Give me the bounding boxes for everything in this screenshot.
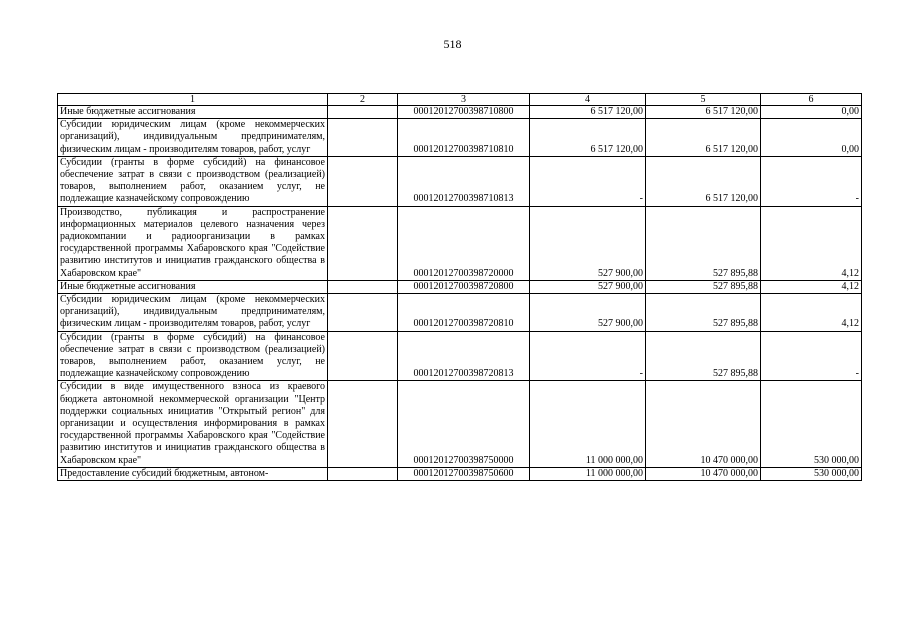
row-code: 00012012700398710800 xyxy=(398,106,530,119)
table-row xyxy=(58,280,862,293)
row-code: 00012012700398750000 xyxy=(398,381,530,467)
row-name: Субсидии (гранты в форме субсидий) на финансовое обеспечение затрат в связи с производством (реализацией) товаров, выполнением работ, оказанием услуг, не подлежащие казначейскому сопровождению xyxy=(58,156,328,206)
column-header-4: 4 xyxy=(530,94,646,106)
row-name: Иные бюджетные ассигнования xyxy=(58,106,328,119)
row-value-5: 6 517 120,00 xyxy=(646,119,761,157)
row-col2 xyxy=(328,280,398,293)
row-name: Производство, публикация и распространение информационных материалов целевого назначения через радиокомпании и радиоорганизации в рамках государственной программы Хабаровского края "Содействие развитию институтов и инициатив гражданского общества в Хабаровском крае" xyxy=(58,206,328,280)
row-value-6: - xyxy=(761,331,862,381)
column-header-6: 6 xyxy=(761,94,862,106)
table-row xyxy=(58,206,862,280)
row-code: 00012012700398720000 xyxy=(398,206,530,280)
column-header-3: 3 xyxy=(398,94,530,106)
row-value-5: 527 895,88 xyxy=(646,331,761,381)
row-value-6: - xyxy=(761,156,862,206)
row-name: Субсидии юридическим лицам (кроме некоммерческих организаций), индивидуальным предпринимателям, физическим лицам - производителям товаров, работ, услуг xyxy=(58,119,328,157)
row-value-6: 530 000,00 xyxy=(761,467,862,480)
table-row xyxy=(58,106,862,119)
row-value-5: 527 895,88 xyxy=(646,294,761,332)
row-code: 00012012700398710810 xyxy=(398,119,530,157)
row-value-5: 527 895,88 xyxy=(646,206,761,280)
table-row xyxy=(58,119,862,157)
column-header-1: 1 xyxy=(58,94,328,106)
row-col2 xyxy=(328,156,398,206)
row-value-4: 11 000 000,00 xyxy=(530,467,646,480)
row-name: Предоставление субсидий бюджетным, автоном- xyxy=(58,467,328,480)
row-value-4: 527 900,00 xyxy=(530,294,646,332)
table-row xyxy=(58,331,862,381)
row-value-5: 10 470 000,00 xyxy=(646,381,761,467)
row-code: 00012012700398710813 xyxy=(398,156,530,206)
row-col2 xyxy=(328,381,398,467)
row-value-4: 6 517 120,00 xyxy=(530,106,646,119)
budget-table xyxy=(57,93,862,481)
row-value-5: 527 895,88 xyxy=(646,280,761,293)
row-code: 00012012700398720800 xyxy=(398,280,530,293)
row-value-4: 527 900,00 xyxy=(530,206,646,280)
table-header-row xyxy=(58,94,862,106)
row-name: Субсидии юридическим лицам (кроме некоммерческих организаций), индивидуальным предпринимателям, физическим лицам - производителям товаров, работ, услуг xyxy=(58,294,328,332)
page-number: 518 xyxy=(443,37,462,51)
row-col2 xyxy=(328,106,398,119)
row-value-4: - xyxy=(530,331,646,381)
row-col2 xyxy=(328,331,398,381)
row-value-6: 4,12 xyxy=(761,294,862,332)
row-col2 xyxy=(328,294,398,332)
row-value-6: 530 000,00 xyxy=(761,381,862,467)
row-code: 00012012700398720813 xyxy=(398,331,530,381)
table-row xyxy=(58,467,862,480)
row-value-6: 0,00 xyxy=(761,119,862,157)
row-name: Иные бюджетные ассигнования xyxy=(58,280,328,293)
table-row xyxy=(58,381,862,467)
row-value-5: 6 517 120,00 xyxy=(646,156,761,206)
column-header-2: 2 xyxy=(328,94,398,106)
row-value-4: - xyxy=(530,156,646,206)
row-value-6: 0,00 xyxy=(761,106,862,119)
row-name: Субсидии (гранты в форме субсидий) на финансовое обеспечение затрат в связи с производством (реализацией) товаров, выполнением работ, оказанием услуг, не подлежащие казначейскому сопровождению xyxy=(58,331,328,381)
row-col2 xyxy=(328,119,398,157)
row-col2 xyxy=(328,467,398,480)
row-code: 00012012700398720810 xyxy=(398,294,530,332)
row-value-4: 6 517 120,00 xyxy=(530,119,646,157)
row-value-6: 4,12 xyxy=(761,206,862,280)
row-value-5: 6 517 120,00 xyxy=(646,106,761,119)
column-header-5: 5 xyxy=(646,94,761,106)
row-col2 xyxy=(328,206,398,280)
row-value-4: 527 900,00 xyxy=(530,280,646,293)
row-code: 00012012700398750600 xyxy=(398,467,530,480)
row-value-4: 11 000 000,00 xyxy=(530,381,646,467)
table-row xyxy=(58,294,862,332)
row-name: Субсидии в виде имущественного взноса из краевого бюджета автономной некоммерческой организации "Центр поддержки социальных инициатив "Открытый регион" для организации и осуществления информирования в рамках государственной программы Хабаровского края "Содействие развитию институтов и инициатив гражданского общества в Хабаровском крае" xyxy=(58,381,328,467)
table-row xyxy=(58,156,862,206)
row-value-5: 10 470 000,00 xyxy=(646,467,761,480)
row-value-6: 4,12 xyxy=(761,280,862,293)
